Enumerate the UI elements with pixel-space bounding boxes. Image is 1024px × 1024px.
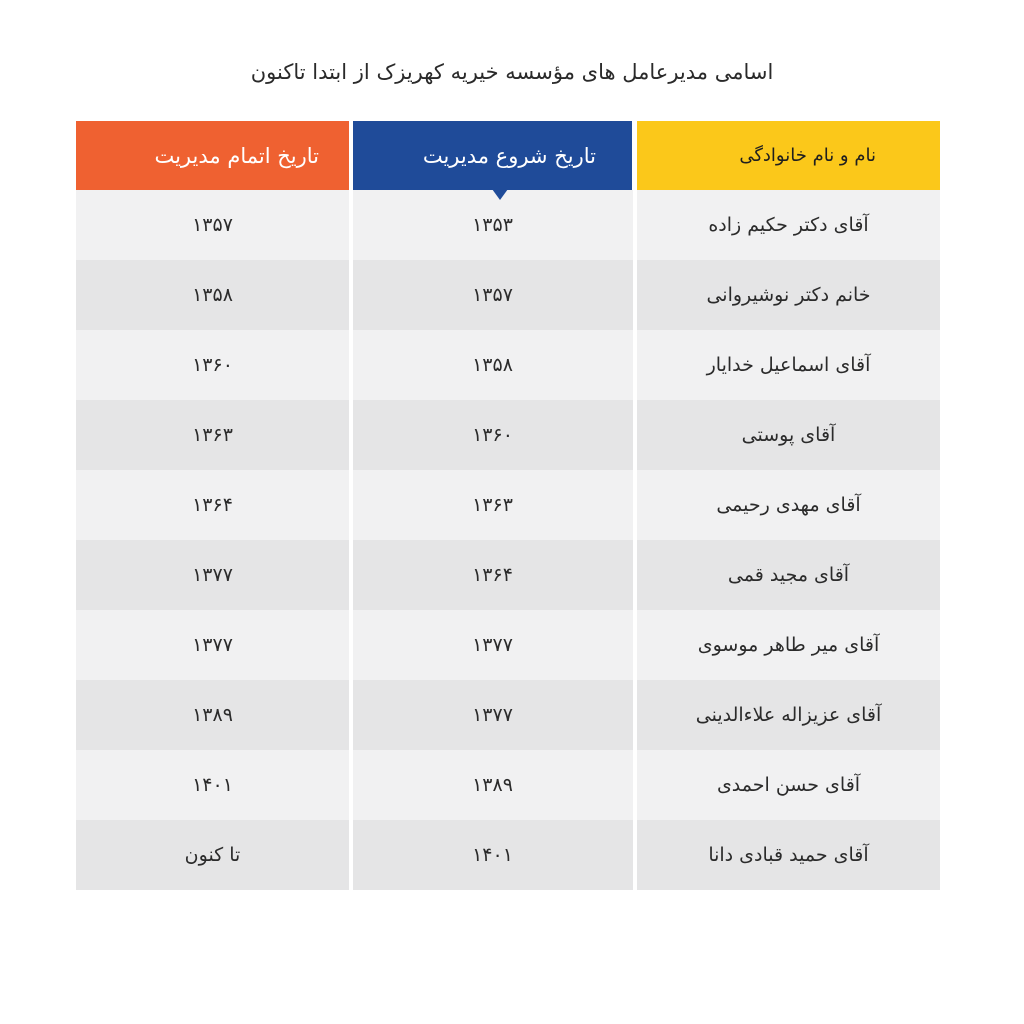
header-end-date: تاریخ اتمام مدیریت	[76, 121, 349, 190]
end-date-cell: ۱۳۸۹	[192, 704, 233, 726]
header-pointer-triangle	[492, 189, 508, 200]
name-cell: آقای حمید قبادی دانا	[708, 844, 869, 866]
end-date-cell: تا کنون	[184, 844, 241, 866]
end-date-cell: ۱۳۵۷	[192, 214, 233, 236]
end-date-cell: ۱۳۶۳	[192, 424, 233, 446]
table-row	[76, 260, 940, 330]
table-body	[76, 190, 940, 890]
end-date-cell: ۱۳۷۷	[192, 564, 233, 586]
end-date-cell: ۱۳۷۷	[192, 634, 233, 656]
end-date-cell: ۱۴۰۱	[192, 774, 233, 796]
name-cell: خانم دکتر نوشیروانی	[706, 284, 871, 306]
column-divider	[349, 190, 353, 960]
end-date-cell: ۱۳۵۸	[192, 284, 233, 306]
table-row	[76, 330, 940, 400]
start-date-cell: ۱۳۶۳	[472, 494, 513, 516]
table-row	[76, 680, 940, 750]
name-cell: آقای حسن احمدی	[716, 774, 861, 796]
table-row	[76, 540, 940, 610]
start-date-cell: ۱۳۵۸	[472, 354, 513, 376]
table-row	[76, 470, 940, 540]
start-date-cell: ۱۳۵۷	[472, 284, 513, 306]
start-date-cell: ۱۳۷۷	[472, 704, 513, 726]
start-date-cell: ۱۳۵۳	[472, 214, 513, 236]
table-row	[76, 820, 940, 890]
header-full-name: نام و نام خانوادگی	[637, 121, 940, 190]
name-cell: آقای عزیزاله علاءالدینی	[695, 704, 882, 726]
end-date-cell: ۱۳۶۴	[192, 494, 233, 516]
table-header	[76, 121, 940, 190]
table-row	[76, 610, 940, 680]
name-cell: آقای مهدی رحیمی	[716, 494, 861, 516]
end-date-cell: ۱۳۶۰	[192, 354, 233, 376]
name-cell: آقای میر طاهر موسوی	[697, 634, 880, 656]
directors-table	[76, 121, 940, 890]
name-cell: آقای پوستی	[741, 424, 836, 446]
start-date-cell: ۱۳۸۹	[472, 774, 513, 796]
start-date-cell: ۱۳۷۷	[472, 634, 513, 656]
page-title: اسامی مدیرعامل های مؤسسه خیریه کهریزک از ابتدا تاکنون	[250, 60, 774, 84]
start-date-cell: ۱۳۶۰	[472, 424, 513, 446]
name-cell: آقای اسماعیل خدایار	[706, 354, 871, 376]
header-start-date: تاریخ شروع مدیریت	[353, 121, 632, 190]
start-date-cell: ۱۴۰۱	[472, 844, 513, 866]
name-cell: آقای دکتر حکیم زاده	[708, 214, 869, 236]
table-row	[76, 750, 940, 820]
table-row	[76, 400, 940, 470]
table-row	[76, 190, 940, 260]
name-cell: آقای مجید قمی	[727, 564, 850, 586]
start-date-cell: ۱۳۶۴	[472, 564, 513, 586]
column-divider	[633, 190, 637, 960]
